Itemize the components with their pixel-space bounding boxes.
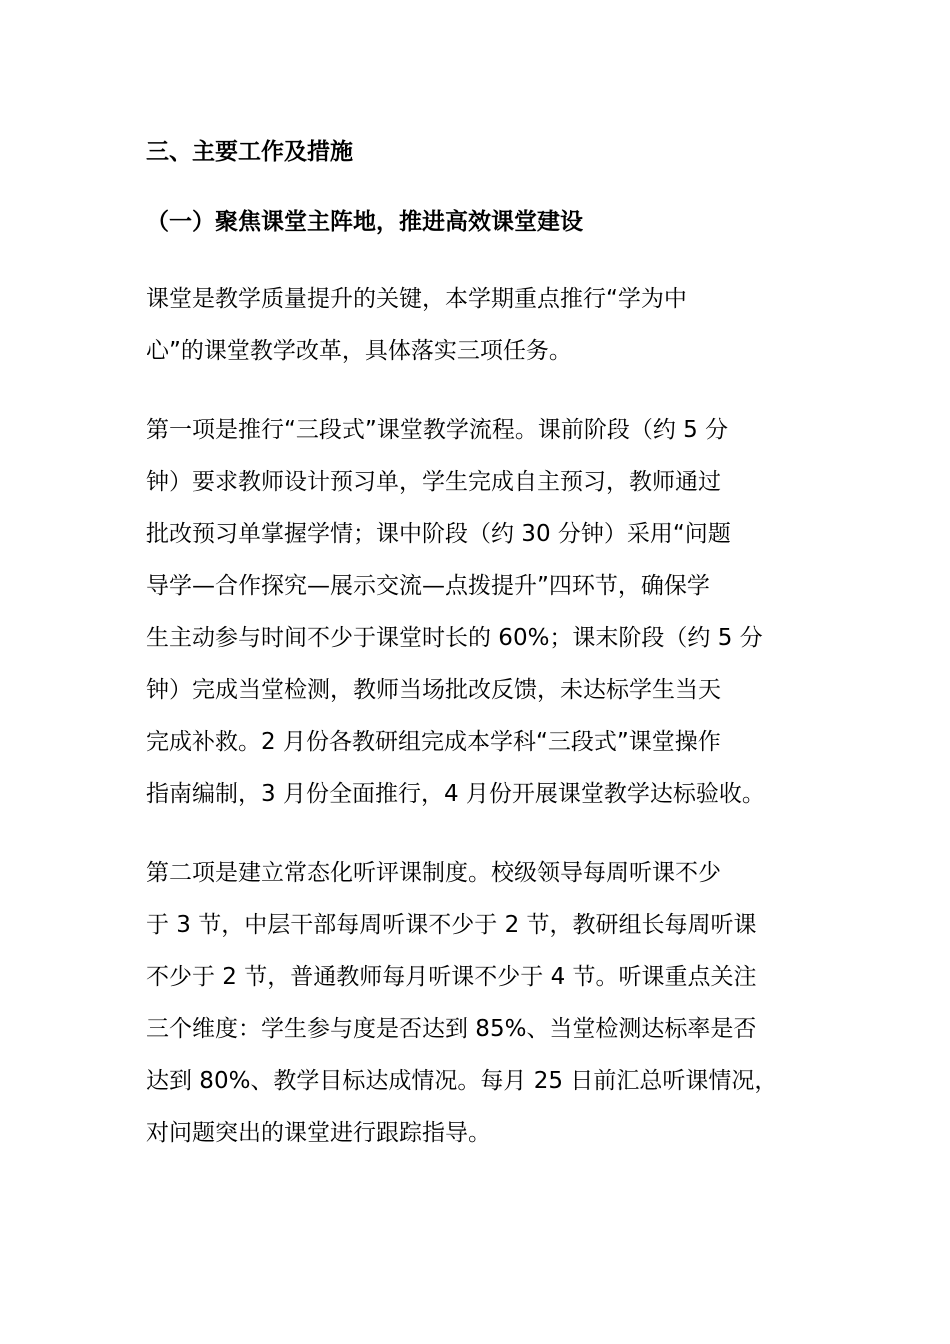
document-body <box>146 132 810 1186</box>
text-line: 课堂是教学质量提升的关键，本学期重点推行“学为中 <box>146 286 687 312</box>
paragraph-task-two <box>146 847 810 1159</box>
text-line: 第二项是建立常态化听评课制度。校级领导每周听课不少 <box>146 860 721 886</box>
text-line: 于 3 节，中层干部每周听课不少于 2 节，教研组长每周听课 <box>146 912 757 938</box>
text-line: 批改预习单掌握学情；课中阶段（约 30 分钟）采用“问题 <box>146 521 731 547</box>
text-line: 不少于 2 节，普通教师每月听课不少于 4 节。听课重点关注 <box>146 964 757 990</box>
text-line: 钟）要求教师设计预习单，学生完成自主预习，教师通过 <box>146 469 721 495</box>
text-line: 生主动参与时间不少于课堂时长的 60%；课末阶段（约 5 分 <box>146 625 763 651</box>
text-line: 对问题突出的课堂进行跟踪指导。 <box>146 1120 491 1146</box>
paragraph-intro <box>146 273 810 377</box>
text-line: 指南编制，3 月份全面推行，4 月份开展课堂教学达标验收。 <box>146 781 765 807</box>
text-line: 完成补救。2 月份各教研组完成本学科“三段式”课堂操作 <box>146 729 721 755</box>
text-line: 钟）完成当堂检测，教师当场批改反馈，未达标学生当天 <box>146 677 721 703</box>
subsection-heading: （一）聚焦课堂主阵地，推进高效课堂建设 <box>146 209 583 235</box>
section-heading: 三、主要工作及措施 <box>146 139 353 165</box>
text-line: 第一项是推行“三段式”课堂教学流程。课前阶段（约 5 分 <box>146 417 729 443</box>
text-line: 三个维度：学生参与度是否达到 85%、当堂检测达标率是否 <box>146 1016 757 1042</box>
paragraph-task-one <box>146 404 810 820</box>
text-line: 达到 80%、教学目标达成情况。每月 25 日前汇总听课情况， <box>146 1068 778 1094</box>
text-line: 导学—合作探究—展示交流—点拨提升”四环节，确保学 <box>146 573 710 599</box>
text-line: 心”的课堂教学改革，具体落实三项任务。 <box>146 338 572 364</box>
